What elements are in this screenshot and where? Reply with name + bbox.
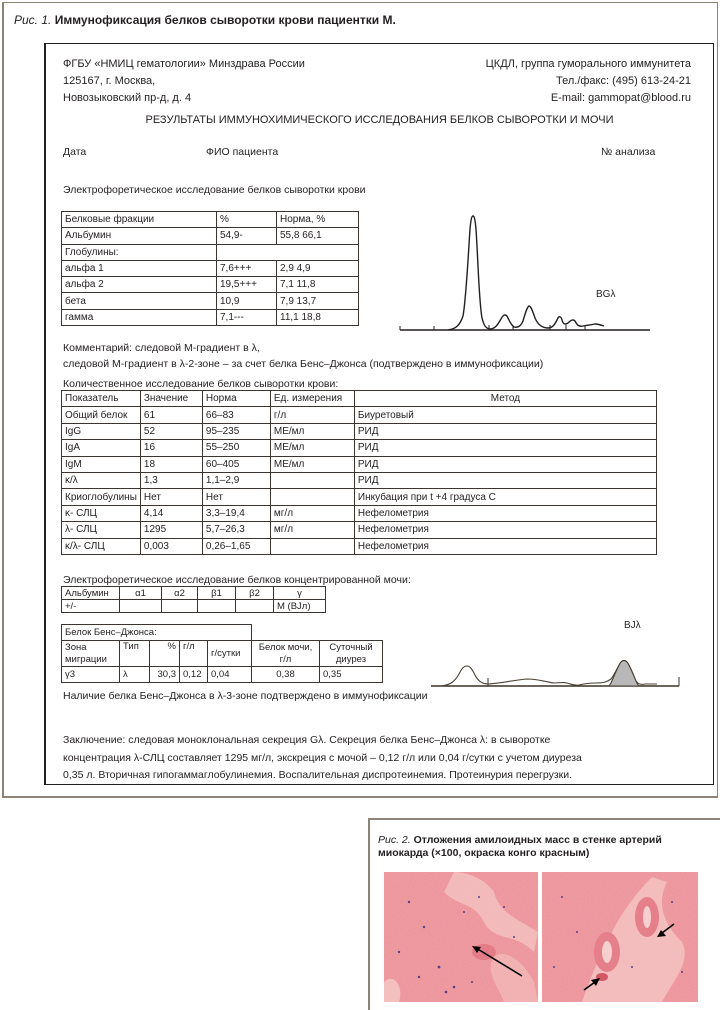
serum-electrophoresis-heading: Электрофоретическое исследование белков сыворотки крови xyxy=(63,184,366,196)
gamma-value: M (BJл) xyxy=(274,600,326,613)
beta1-value xyxy=(198,600,236,613)
institution-street: Новозыковский пр-д, д. 4 xyxy=(63,92,192,104)
parameter-value: Нет xyxy=(140,489,202,505)
parameter-name: κ- СЛЦ xyxy=(62,505,141,521)
alpha1-value xyxy=(120,600,162,613)
daily-diuresis: 0,35 xyxy=(320,667,383,683)
bj-g-per-day: 0,04 xyxy=(208,667,252,683)
parameter-unit: мг/л xyxy=(270,522,354,538)
date-label: Дата xyxy=(63,146,87,158)
fraction-value: 7,6+++ xyxy=(217,260,277,276)
fraction-norm: 7,9 13,7 xyxy=(277,293,359,309)
fraction-name: гамма xyxy=(62,309,217,325)
conclusion-line: концентрация λ-СЛЦ составляет 1295 мг/л, экскреция с мочой – 0,12 г/л или 0,04 г/сутки с учетом диуреза xyxy=(63,751,582,764)
parameter-norm: 3,3–19,4 xyxy=(202,505,270,521)
parameter-name: IgA xyxy=(62,440,141,456)
column-header: Метод xyxy=(354,391,656,407)
table-row xyxy=(62,260,359,276)
parameter-method: Инкубация при t +4 градуса С xyxy=(354,489,656,505)
column-header: Белковые фракции xyxy=(62,212,217,228)
lab-name: ЦКДЛ, группа гуморального иммунитета xyxy=(485,58,691,70)
parameter-value: 1,3 xyxy=(140,472,202,488)
fraction-value: 54,9- xyxy=(217,228,277,244)
fraction-value: 10,9 xyxy=(217,293,277,309)
parameter-norm: 1,1–2,9 xyxy=(202,472,270,488)
table-header-row xyxy=(62,212,359,228)
serum-curve-label: BGλ xyxy=(596,289,616,300)
column-header: Белок мочи, г/л xyxy=(252,641,320,667)
parameter-method: Биуретовый xyxy=(354,407,656,423)
parameter-unit: МЕ/мл xyxy=(270,456,354,472)
table-row xyxy=(62,228,359,244)
column-header: % xyxy=(217,212,277,228)
table-header-row xyxy=(62,641,383,667)
figure-number: Рис. 2. xyxy=(378,834,411,846)
column-header: Суточный диурез xyxy=(320,641,383,667)
column-header: α2 xyxy=(162,587,198,600)
parameter-unit xyxy=(270,538,354,554)
parameter-unit: г/л xyxy=(270,407,354,423)
parameter-name: κ/λ xyxy=(62,472,141,488)
parameter-value: 52 xyxy=(140,423,202,439)
bj-g-per-l: 0,12 xyxy=(180,667,208,683)
parameter-norm: 5,7–26,3 xyxy=(202,522,270,538)
parameter-value: 18 xyxy=(140,456,202,472)
fraction-name: Глобулины: xyxy=(62,244,217,260)
parameter-method: РИД xyxy=(354,456,656,472)
table-row xyxy=(62,600,326,613)
protein-fractions-table xyxy=(61,211,359,326)
table-row xyxy=(62,472,657,488)
figure-2 xyxy=(368,818,720,1010)
column-header: γ xyxy=(274,587,326,600)
institution-name: ФГБУ «НМИЦ гематологии» Минздрава России xyxy=(63,58,305,70)
institution-city: 125167, г. Москва, xyxy=(63,75,156,87)
parameter-norm: 66–83 xyxy=(202,407,270,423)
comment-line-1: Комментарий: следовой М-градиент в λ, xyxy=(63,342,260,354)
fraction-name: альфа 1 xyxy=(62,260,217,276)
parameter-value: 16 xyxy=(140,440,202,456)
urine-electrophoresis-table xyxy=(61,586,326,613)
table-row xyxy=(62,244,359,260)
fraction-norm xyxy=(277,244,359,260)
lab-email: E-mail: gammopat@blood.ru xyxy=(550,92,691,104)
figure-number: Рис. 1. xyxy=(14,13,52,27)
column-header: Зона миграции xyxy=(62,641,120,667)
table-row xyxy=(62,423,657,439)
table-header-row xyxy=(62,391,657,407)
serum-electrophoregram xyxy=(390,204,670,334)
parameter-name: Криоглобулины xyxy=(62,489,141,505)
parameter-value: 4,14 xyxy=(140,505,202,521)
fraction-norm: 11,1 18,8 xyxy=(277,309,359,325)
fraction-norm: 2,9 4,9 xyxy=(277,260,359,276)
lab-contacts xyxy=(486,56,691,107)
parameter-norm: 95–235 xyxy=(202,423,270,439)
bence-jones-note: Наличие белка Бенс–Джонса в λ-3-зоне подтверждено в иммунофиксации xyxy=(63,690,428,702)
parameter-method: РИД xyxy=(354,472,656,488)
migration-zone: γ3 xyxy=(62,667,120,683)
bj-type: λ xyxy=(120,667,150,683)
column-header: α1 xyxy=(120,587,162,600)
column-header: % xyxy=(150,641,180,667)
conclusion xyxy=(63,732,582,785)
table-row xyxy=(62,667,383,683)
figure-1-caption xyxy=(14,13,396,27)
figure-1 xyxy=(2,2,718,798)
lab-report-sheet xyxy=(44,43,714,785)
table-row xyxy=(62,456,657,472)
parameter-value: 1295 xyxy=(140,522,202,538)
bj-percent: 30,3 xyxy=(150,667,180,683)
column-header: Показатель xyxy=(62,391,141,407)
patient-name-label: ФИО пациента xyxy=(206,146,279,158)
quantitative-results-table xyxy=(61,390,657,555)
bence-jones-table xyxy=(61,624,383,683)
institution-address xyxy=(63,56,305,107)
table-row xyxy=(62,505,657,521)
table-title-row xyxy=(62,625,383,641)
table-row xyxy=(62,522,657,538)
analysis-number-label: № анализа xyxy=(601,146,656,158)
column-header: Норма, % xyxy=(277,212,359,228)
column-header: Альбумин xyxy=(62,587,120,600)
quantitative-heading: Количественное исследование белков сыворотки крови: xyxy=(63,378,339,390)
column-header: Значение xyxy=(140,391,202,407)
fraction-value xyxy=(217,244,277,260)
parameter-method: РИД xyxy=(354,440,656,456)
bence-jones-title: Белок Бенс–Джонса: xyxy=(62,625,252,641)
parameter-name: κ/λ- СЛЦ xyxy=(62,538,141,554)
fraction-norm: 55,8 66,1 xyxy=(277,228,359,244)
table-row xyxy=(62,277,359,293)
table-row xyxy=(62,309,359,325)
beta2-value xyxy=(236,600,274,613)
parameter-value: 0,003 xyxy=(140,538,202,554)
parameter-name: Общий белок xyxy=(62,407,141,423)
parameter-method: Нефелометрия xyxy=(354,522,656,538)
report-title: РЕЗУЛЬТАТЫ ИММУНОХИМИЧЕСКОГО ИССЛЕДОВАНИЯ БЕЛКОВ СЫВОРОТКИ И МОЧИ xyxy=(145,114,614,126)
table-row xyxy=(62,407,657,423)
parameter-value: 61 xyxy=(140,407,202,423)
column-header: Тип xyxy=(120,641,150,667)
urine-electrophoregram xyxy=(431,614,691,694)
parameter-norm: Нет xyxy=(202,489,270,505)
figure-title: Иммунофиксация белков сыворотки крови пациентки М. xyxy=(54,13,396,27)
urine-electrophoresis-heading: Электрофоретическое исследование белков концентрированной мочи: xyxy=(63,574,411,586)
table-header-row xyxy=(62,587,326,600)
fraction-name: бета xyxy=(62,293,217,309)
fraction-name: альфа 2 xyxy=(62,277,217,293)
table-row xyxy=(62,489,657,505)
parameter-unit: МЕ/мл xyxy=(270,440,354,456)
comment-line-2: следовой М-градиент в λ-2-зоне – за счет белка Бенс–Джонса (подтверждено в иммунофиксации) xyxy=(63,358,544,370)
micrograph-left xyxy=(384,872,538,1002)
parameter-norm: 60–405 xyxy=(202,456,270,472)
albumin-value: +/- xyxy=(62,600,120,613)
figure-2-caption xyxy=(378,834,698,860)
parameter-method: РИД xyxy=(354,423,656,439)
column-header: β1 xyxy=(198,587,236,600)
micrograph-right xyxy=(542,872,698,1002)
conclusion-line: Заключение: следовая моноклональная секреция Gλ. Секреция белка Бенс–Джонса λ: в сыворотке xyxy=(63,734,551,746)
parameter-unit xyxy=(270,472,354,488)
fraction-norm: 7,1 11,8 xyxy=(277,277,359,293)
lab-phone: Тел./факс: (495) 613-24-21 xyxy=(556,75,691,87)
urine-curve-label: BJλ xyxy=(624,620,641,631)
parameter-norm: 0,26–1,65 xyxy=(202,538,270,554)
parameter-unit: МЕ/мл xyxy=(270,423,354,439)
column-header: Норма xyxy=(202,391,270,407)
parameter-unit: мг/л xyxy=(270,505,354,521)
column-header: β2 xyxy=(236,587,274,600)
parameter-method: Нефелометрия xyxy=(354,538,656,554)
table-row xyxy=(62,538,657,554)
column-header: Ед. измерения xyxy=(270,391,354,407)
figure-title: Отложения амилоидных масс в стенке артерий миокарда (×100, окраска конго красным) xyxy=(378,834,662,859)
fraction-value: 19,5+++ xyxy=(217,277,277,293)
parameter-name: IgM xyxy=(62,456,141,472)
parameter-method: Нефелометрия xyxy=(354,505,656,521)
parameter-name: λ- СЛЦ xyxy=(62,522,141,538)
table-row xyxy=(62,440,657,456)
empty-cell xyxy=(252,625,383,641)
parameter-unit xyxy=(270,489,354,505)
conclusion-line: 0,35 л. Вторичная гипогаммаглобулинемия. Воспалительная диспротеинемия. Протеинурия перегрузки. xyxy=(63,769,573,781)
column-header: г/сутки xyxy=(208,641,252,667)
column-header: г/л xyxy=(180,641,208,667)
table-row xyxy=(62,293,359,309)
parameter-name: IgG xyxy=(62,423,141,439)
alpha2-value xyxy=(162,600,198,613)
fraction-name: Альбумин xyxy=(62,228,217,244)
urine-protein: 0,38 xyxy=(252,667,320,683)
parameter-norm: 55–250 xyxy=(202,440,270,456)
fraction-value: 7,1--- xyxy=(217,309,277,325)
